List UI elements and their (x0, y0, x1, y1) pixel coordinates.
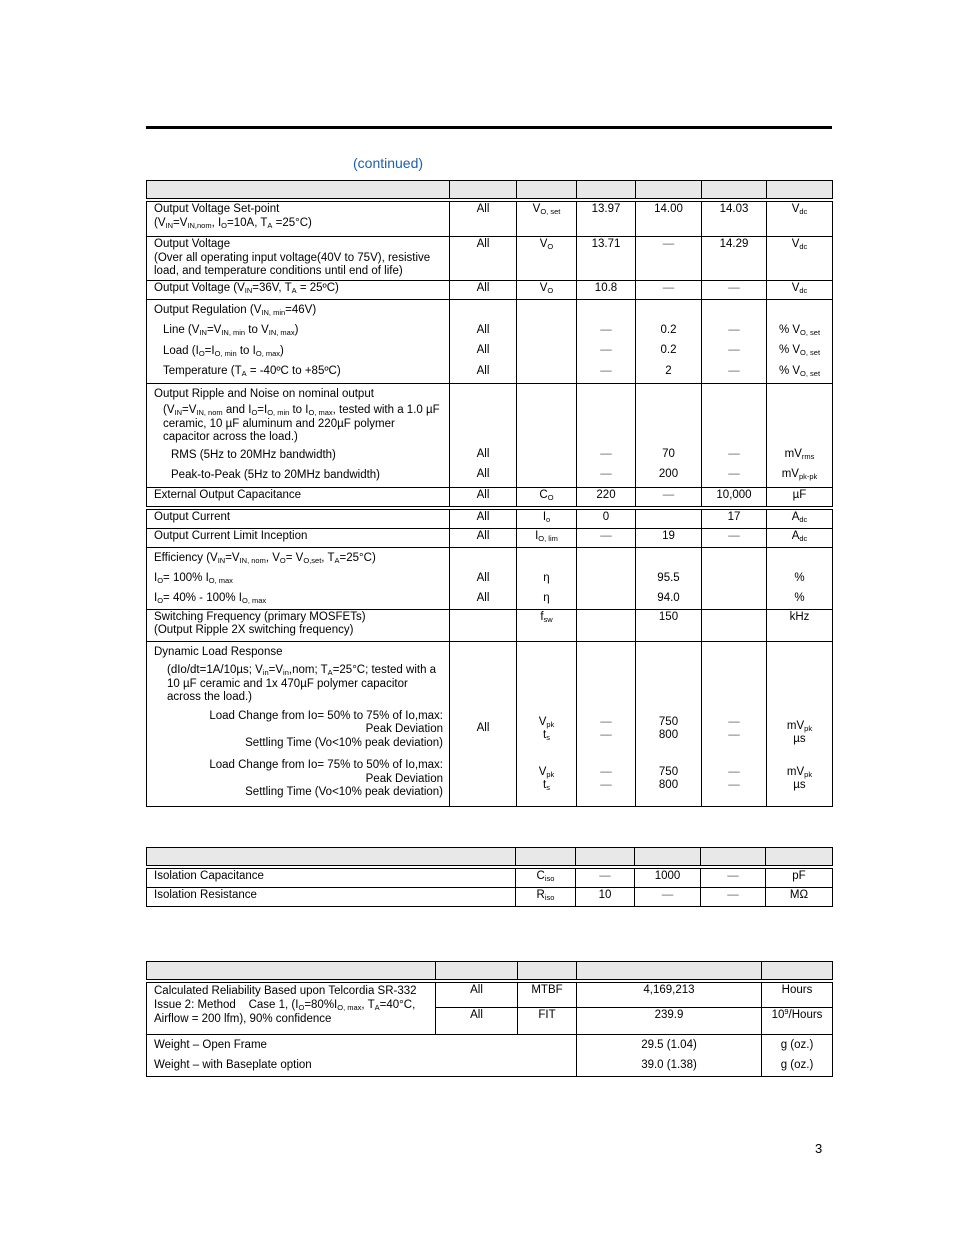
table-row: Calculated Reliability Based upon Telcordia SR-332 Issue 2: Method Case 1, ($I_O=80\%I_{O, max}$, $T_A=40^\circ C$, Airflow = 200 lfm), 90% confidence All MTBF 4,169,213 Hours (147, 983, 833, 1008)
page-number: 3 (815, 1141, 823, 1156)
table-row: Output Current Limit Inception All $I_{O, lim}$ — 19 — $A_{dc}$ (147, 528, 833, 547)
output-spec-table (146, 180, 833, 807)
table-row: Output Voltage Set-point ($V_{IN}=V_{IN,nom}$, $I_O=10A$, $T_A =25^\circ C$) All $V_{O, set}$ 13.97 14.00 14.03 $V_{dc}$ (147, 202, 833, 237)
table-row: Dynamic Load Response (dIo/dt=1A/10µs; $V_{in}=V_{in},nom$; $T_A=25^\circ C$; tested with a 10 µF ceramic and 1x 470µF polymer capacitor across the load.) Load Change from Io= 50% to 75% of Io,max: Peak Deviation Settling Time (Vo<10% peak deviation) Load Change from Io= 75% to 50% of Io,max: Peak Deviation Settling Time (Vo<10% peak deviation) All $V_{pk}$ $t_s$ $V_{pk}$ $t_s$ — — — — 750 800 750 800 — — — — $mV_{pk}$ µs $mV_{pk}$ µs (147, 641, 833, 806)
continued-label: (continued) (353, 155, 424, 171)
table-header-row (147, 181, 833, 199)
table-row: Output Ripple and Noise on nominal output ($V_{IN}=V_{IN, nom}$ and $I_O=I_{O, min}$ to $I_{O, max}$, tested with a 1.0 µF ceramic, 10 µF aluminum and 220µF polymer capacitor across the load.) RMS (5Hz to 20MHz bandwidth) Peak-to-Peak (5Hz to 20MHz bandwidth) All All — — 70 200 — — $mV_{rms}$ $mV_{pk-pk}$ (147, 383, 833, 487)
table-row: Output Voltage (Over all operating input voltage(40V to 75V), resistive load, and temperature conditions until end of life) All $V_O$ 13.71 — 14.29 $V_{dc}$ (147, 237, 833, 281)
table-row: Isolation Resistance $R_{iso}$ 10 — — MΩ (147, 888, 833, 907)
general-spec-table (146, 961, 833, 1077)
table-row: Isolation Capacitance $C_{iso}$ — 1000 — pF (147, 869, 833, 888)
table-row: Output Current All $I_o$ 0 17 $A_{dc}$ (147, 509, 833, 528)
table-header-row (147, 962, 833, 980)
table-row: All FIT 239.9 $10^9$/Hours (147, 1008, 833, 1035)
table-row: Efficiency ($V_{IN}=V_{IN, nom}$, $V_O= V_{O,set}$, $T_A=25^\circ C$) $I_O= 100\%$ $I_{O, max}$ $I_O= 40\% - 100\%$ $I_{O, max}$ All All η η 95.5 94.0 % % (147, 547, 833, 609)
table-row: Output Regulation $(V_{IN, min}=46V)$ Line ($V_{IN}=V_{IN, min}$ to $V_{IN, max}$) Load ($I_O=I_{O, min}$ to $I_{O, max}$) Temperature ($T_A$ = -40ºC to +85ºC) All All All — — — 0.2 0.2 2 — — — % $V_{O, set}$ % $V_{O, set}$ % $V_{O, set}$ (147, 299, 833, 383)
table-row: Switching Frequency (primary MOSFETs) (Output Ripple 2X switching frequency) $f_{sw}$ 150 kHz (147, 609, 833, 641)
table-row: Output Voltage ($V_{IN}=36V$, $T_A$ = 25ºC) All $V_O$ 10.8 — — $V_{dc}$ (147, 280, 833, 299)
table-row: External Output Capacitance All $C_O$ 220 — 10,000 µF (147, 487, 833, 506)
table-header-row (147, 848, 833, 866)
table-row: Weight – Open Frame Weight – with Baseplate option 29.5 (1.04) 39.0 (1.38) g (oz.) g (oz.) (147, 1035, 833, 1077)
header-rule (146, 126, 832, 129)
isolation-spec-table (146, 847, 833, 907)
